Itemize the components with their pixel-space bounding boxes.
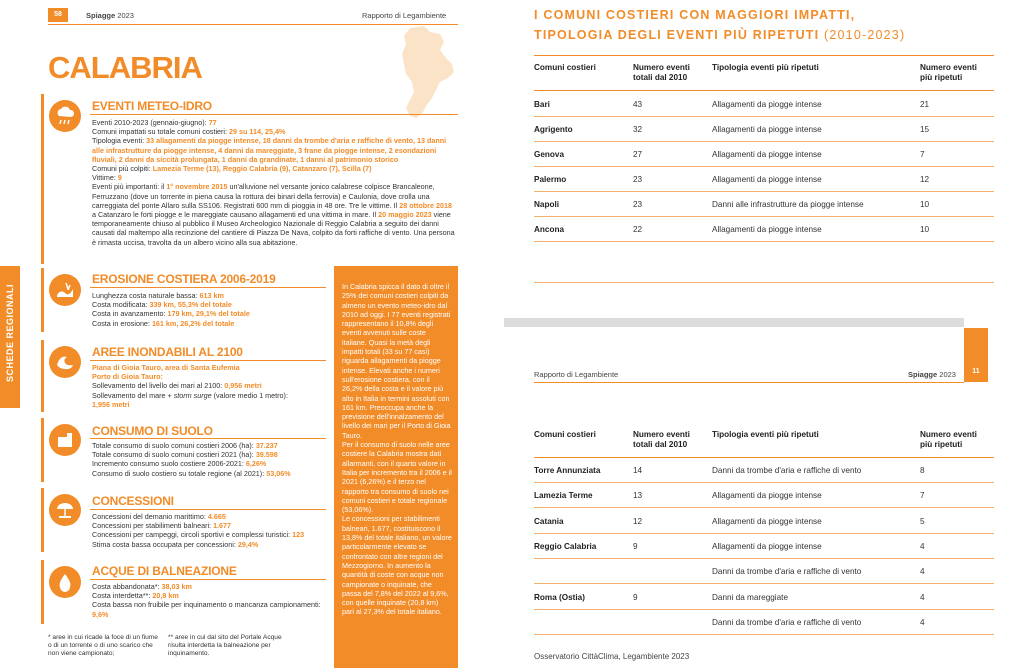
section-text-erosione: Lunghezza costa naturale bassa: 613 km Costa modificata: 339 km, 55,3% del totale Costa in avanzamento: 179 km, 29,1% del totale Costa in erosione: 161 km, 26,2% del totale <box>92 291 250 328</box>
table-row-divider <box>534 583 994 584</box>
source-note: Osservatorio CittàClima, Legambiente 2023 <box>534 652 690 661</box>
section-title-suolo: CONSUMO DI SUOLO <box>92 424 213 438</box>
erosion-icon <box>49 274 81 306</box>
table-cell-n: 4 <box>920 567 925 577</box>
table-row-divider <box>534 116 994 117</box>
table-cell-tipo: Danni alle infrastrutture da piogge intense <box>712 200 864 209</box>
table-cell-tipo: Danni da mareggiate <box>712 592 789 602</box>
table-row-divider <box>534 216 994 217</box>
table-cell-comune: Ancona <box>534 225 565 234</box>
section-text-aree: Piana di Gioia Tauro, area di Santa Eufemia Porto di Gioia Tauro: Sollevamento del livello dei mari al 2100: 0,956 metri Sollevamento del mare + storm surge (valore medio 1 metro): 1,956 metri <box>92 363 288 409</box>
table-cell-tipo: Allagamenti da piogge intense <box>712 125 822 134</box>
table-cell-tot: 14 <box>633 466 643 475</box>
table-row-divider <box>534 191 994 192</box>
table-cell-n: 12 <box>920 175 930 184</box>
table-cell-tipo: Allagamenti da piogge intense <box>712 491 822 501</box>
callout-box: In Calabria spicca il dato di oltre il 25% dei comuni costieri colpiti da almeno un evento meteo-idro dal 2010 ad oggi. I 77 eventi registrati rappresentano il 10,8% degli eventi avvenuti sulle coste italiane. Quasi la metà degli impatti totali (33 su 77 casi) riguarda allagamenti da piogge intense. Elevati anche i numeri sull'erosione costiera, con il 26,2% della costa e il valore più alto in Italia in termini assoluti con 161 km. Preoccupa anche la previsione dell'innalzamento del livello dei mari per il Porto di Gioia Tauro. Per il consumo di suolo nelle aree costiere la Calabria mostra dati allarmanti, con il quarto valore in Italia per incremento tra il 2006 e il 2021 (6,26%) e il terzo nel rapporto tra consumo di suolo nei comuni costieri e totale regionale (53,06%). Le concessioni per stabilimenti balneari, 1.677, costituiscono il 13,8% del totale italiano, un valore particolarmente elevato se confrontato con altre regioni del Mezzogiorno. In aumento la quantità di coste con acque non campionate o inquinate, che passa del 7,8% del 2022 al 9,6%, con quelle inquinate (20,8 km) pari al 27,3% del totale italiano. <box>334 266 458 668</box>
water-drop-icon <box>49 566 81 598</box>
section-text-suolo: Totale consumo di suolo comuni costieri 2006 (ha): 37.237 Totale consumo di suolo comuni costieri 2021 (ha): 39.598 Incremento consumo suolo costiere 2006-2021: 6,26% Consumo di suolo costiero su totale regione (al 2021): 53,06% <box>92 441 291 478</box>
th-comuni-2: Comuni costieri <box>534 430 596 439</box>
table-cell-n: 21 <box>920 100 930 109</box>
table-cell-n: 4 <box>920 541 925 551</box>
table-row-divider <box>534 558 994 559</box>
table-cell-tipo: Danni da trombe d'aria e raffiche di vento <box>712 617 862 627</box>
th-comuni-1: Comuni costieri <box>534 63 596 72</box>
th-ripetuti-1: Numero eventi più ripetuti <box>920 63 977 82</box>
table-cell-tipo: Allagamenti da piogge intense <box>712 225 822 234</box>
header-title: Spiagge 2023 <box>86 11 134 20</box>
table-cell-comune: Torre Annunziata <box>534 466 601 475</box>
table-cell-tipo: Danni da trombe d'aria e raffiche di vento <box>712 466 862 475</box>
table-cell-tipo: Allagamenti da piogge intense <box>712 175 822 184</box>
table-cell-n: 7 <box>920 491 925 501</box>
table-row-divider <box>534 241 994 242</box>
section-text-acque: Costa abbandonata*: 38,03 km Costa interdetta**: 20,8 km Costa bassa non fruibile per inquinamento o mancanza campionamenti: 9,6% <box>92 582 321 619</box>
table-cell-n: 15 <box>920 125 930 134</box>
table-row-divider <box>534 634 994 635</box>
th-tipologia-1: Tipologia eventi più ripetuti <box>712 63 819 72</box>
table-cell-tot: 22 <box>633 225 643 234</box>
table-cell-comune: Lamezia Terme <box>534 491 593 501</box>
table-cell-n: 8 <box>920 466 925 475</box>
section-title-acque: ACQUE DI BALNEAZIONE <box>92 564 237 578</box>
table-cell-n: 4 <box>920 617 925 627</box>
table-row-divider <box>534 141 994 142</box>
table-cell-comune: Catania <box>534 516 564 526</box>
section-title-erosione: EROSIONE COSTIERA 2006-2019 <box>92 272 276 286</box>
footer-title: Spiagge 2023 <box>908 370 956 379</box>
table-row-divider <box>534 166 994 167</box>
footnote-1: * aree in cui ricade la foce di un fiume o di un torrente o di uno scarico che non viene campionato; <box>48 634 158 658</box>
umbrella-icon <box>49 494 81 526</box>
section-text-meteo: Eventi 2010-2023 (gennaio-giugno): 77 Comuni impattati su totale comuni costieri: 29 su 114, 25,4% Tipologia eventi: 33 allagamenti da piogge intense, 18 danni da trombe d'aria e raffiche di vento, 13 danni alle infrastrutture da piogge intense, 4 danni da mareggiate, 3 frane da piogge intense, 2 esondazioni fluviali, 2 danni da siccità prolungata, 1 danni da grandinate, 1 danni al patrimonio storico Comuni più colpiti: Lamezia Terme (13), Reggio Calabria (9), Catanzaro (7), Scilla (7) Vittime: 9 Eventi più importanti: il 1° novembre 2015 un'alluvione nel versante jonico calabrese colpisce Brancaleone, Ferruzzano (dove un torrente in piena causa la rottura dei binari della ferrovia) e Caulonia, dove crolla una carreggiata del ponte Allaro sulla SS106. Registrati 600 mm di pioggia in 48 ore. Tre le vittime. Il 28 ottobre 2018 a Catanzaro le forti piogge e le mareggiate causano allagamenti ed una vittima in mare. Il 20 maggio 2023 viene temporaneamente chiuso al pubblico il Museo Archeologico Nazionale di Reggio Calabria a seguito dei danni causati dal maltempo alla recinzione del cantiere di Piazza De Nava, colpito da forti raffiche di vento. Una persona è rimasta uccisa, travolta da un albero vicino alla sua abitazione. <box>92 118 455 247</box>
footer-left: Rapporto di Legambiente <box>534 370 619 379</box>
table-cell-comune: Bari <box>534 100 550 109</box>
rain-cloud-icon <box>49 100 81 132</box>
section-title-concessioni: CONCESSIONI <box>92 494 174 508</box>
th-tipologia-2: Tipologia eventi più ripetuti <box>712 430 819 439</box>
table-cell-n: 10 <box>920 200 930 209</box>
page-number: 58 <box>48 8 68 22</box>
table-cell-n: 4 <box>920 592 925 602</box>
table-cell-comune: Roma (Ostia) <box>534 592 585 602</box>
table-cell-tipo: Allagamenti da piogge intense <box>712 516 822 526</box>
page-divider <box>504 318 964 327</box>
table-cell-tipo: Allagamenti da piogge intense <box>712 541 822 551</box>
building-icon <box>49 424 81 456</box>
table-cell-tot: 27 <box>633 150 643 159</box>
region-title: CALABRIA <box>48 50 202 85</box>
calabria-map-icon <box>396 24 458 120</box>
section-text-concessioni: Concessioni del demanio marittimo: 4.665 Concessioni per stabilimenti balneari: 1.677 Concessioni per campeggi, circoli sportivi e complessi turistici: 123 Stima costa bassa occupata per concessioni: 29,4% <box>92 512 305 549</box>
table-cell-tot: 12 <box>633 516 643 526</box>
section-title-meteo: EVENTI METEO-IDRO <box>92 99 212 113</box>
table-cell-n: 10 <box>920 225 930 234</box>
table-cell-tot: 13 <box>633 491 643 501</box>
page-number-right: 11 <box>964 328 988 382</box>
table-cell-comune: Reggio Calabria <box>534 541 597 551</box>
table-cell-comune: Napoli <box>534 200 560 209</box>
th-ripetuti-2: Numero eventi più ripetuti <box>920 430 977 449</box>
table-cell-tipo: Allagamenti da piogge intense <box>712 100 822 109</box>
table-cell-n: 7 <box>920 150 925 159</box>
table-row-divider <box>534 482 994 483</box>
table-cell-tipo: Danni da trombe d'aria e raffiche di vento <box>712 567 862 577</box>
table-row-divider <box>534 609 994 610</box>
table-cell-comune: Agrigento <box>534 125 573 134</box>
table-cell-tot: 9 <box>633 592 638 602</box>
section-title-aree: AREE INONDABILI AL 2100 <box>92 345 243 359</box>
table-cell-tot: 23 <box>633 200 643 209</box>
table-cell-tot: 43 <box>633 100 643 109</box>
table-cell-comune: Genova <box>534 150 565 159</box>
header-right: Rapporto di Legambiente <box>362 11 447 20</box>
right-title-line2: TIPOLOGIA DEGLI EVENTI PIÙ RIPETUTI (2010-2023) <box>534 28 906 42</box>
footnote-2: ** aree in cui dal sito del Portale Acque risulta interdetta la balneazione per inquinamento. <box>168 634 282 658</box>
table-cell-n: 5 <box>920 516 925 526</box>
table-cell-comune: Palermo <box>534 175 567 184</box>
wave-icon <box>49 346 81 378</box>
th-numero-2: Numero eventi totali dal 2010 <box>633 430 690 449</box>
table-row-divider <box>534 533 994 534</box>
table-cell-tipo: Allagamenti da piogge intense <box>712 150 822 159</box>
table-cell-tot: 9 <box>633 541 638 551</box>
right-title-line1: I COMUNI COSTIERI CON MAGGIORI IMPATTI, <box>534 8 856 22</box>
sidebar-tab: SCHEDE REGIONALI <box>0 266 20 408</box>
th-numero-1: Numero eventi totali dal 2010 <box>633 63 690 82</box>
table-row-divider <box>534 507 994 508</box>
table-cell-tot: 32 <box>633 125 643 134</box>
table-cell-tot: 23 <box>633 175 643 184</box>
